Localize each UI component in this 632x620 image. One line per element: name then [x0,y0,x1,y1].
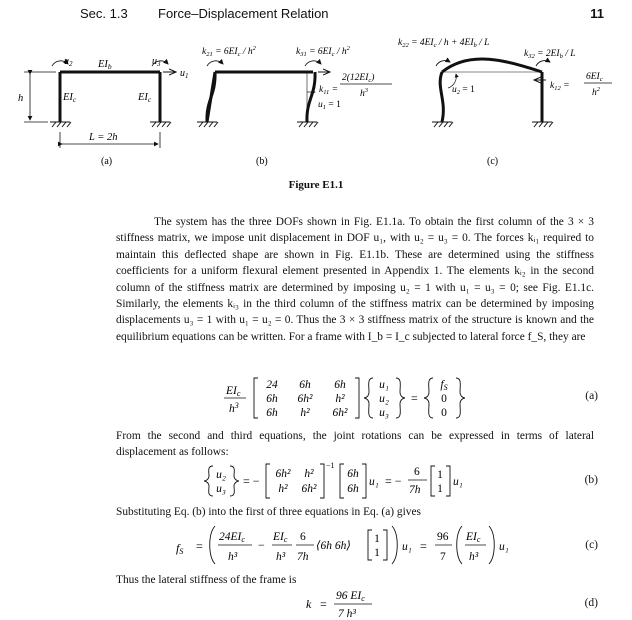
svg-text:=: = [320,597,327,611]
dim-height [24,72,56,122]
svg-text:h²: h² [335,393,345,405]
svg-text:fS: fS [440,379,448,392]
panel-b [197,45,392,167]
svg-text:0: 0 [441,393,447,405]
svg-text:u₁: u₁ [453,476,463,488]
panel-c-label: (c) [487,156,499,167]
svg-text:=: = [411,391,418,405]
svg-text:1: 1 [437,483,443,495]
label-k11: $k_{11}$ = [319,85,339,96]
fixed-support-right [297,122,318,127]
section-number: Sec. 1.3 [80,6,128,21]
svg-text:u₃: u₃ [216,483,226,495]
panel-a [18,56,189,167]
svg-text:h³: h³ [228,551,238,563]
equation-a: EIc $h^3$ 24 6h 6h 6h 6h² h² 6h h² 6h² u₁ u₂ u₃ = fS 0 0 (a) [226,379,598,419]
left-column-curve [207,72,215,122]
svg-text:7h: 7h [297,551,309,563]
running-header [80,6,604,22]
svg-text:1: 1 [437,469,443,481]
svg-text:h3: $h^3$ [229,401,239,415]
svg-text:7: 7 [440,551,446,563]
panel-b-label: (b) [256,156,268,167]
moment-arrow-k31 [305,61,321,66]
svg-text:6h²: 6h² [301,483,317,495]
paragraph-2: From the second and third equations, the joint rotations can be expressed in terms of lateral displacement as follows: [116,430,594,459]
svg-text:EIc: EIc [226,385,241,398]
panel-c [398,38,612,167]
svg-text:−: − [258,538,265,552]
equation-c: fS = 24EIc h³ − EIc h³ 6 7h ⟨6h 6h⟩ 1 1 u₁ = 96 7 EIc h³ u₁ (c) [0,520,632,566]
svg-text:7 h³: 7 h³ [338,608,356,620]
paragraph-1: The system has the three DOFs shown in Fig. E1.1a. To obtain the first column of the 3 × 3 stiffness matrix, we impose unit displacement in DOF u₁, with u₂ = u₃ = 0. The forces kᵢ₁ required to maintain this deflected shape are shown in Fig. E1.1b. These are determined using the stiffness coefficients for a uniform flexural element presented in Appendix 1. The elements kᵢ₂ in the second column of the stiffness matrix are determined by imposing u₂ = 1 with u₁ = u₃ = 0; see Fig. E1.1c. Similarly, the elements kᵢ₃ in the third column of the stiffness matrix can be determined by imposing displacements u₃ = 1 with u₁ = u₂ = 0. Thus the 3 × 3 stiffness matrix of the structure is known and the equilibrium equations can be written. For a frame with I_b = I_c subjected to lateral force f_S, they are [116,216,594,343]
svg-text:6h: 6h [347,468,359,480]
svg-text:96: 96 [437,531,449,543]
svg-text:1: 1 [374,547,380,559]
svg-text:u1: $u_1$ [180,68,189,80]
svg-text:6h: 6h [347,483,359,495]
svg-text:6h²: 6h² [275,468,291,480]
fixed-support-right [150,122,171,127]
svg-text:6: 6 [414,466,420,478]
svg-text:⟨6h 6h⟩: ⟨6h 6h⟩ [316,540,351,552]
svg-text:6h: 6h [299,379,311,391]
label-k11-numerator: $2(12EI_c)$ [342,73,375,84]
label-beam: EIb [98,59,112,71]
left-column-curve [440,72,443,122]
label-k21: $k_{21} = 6EI_c / h^2$ [202,45,256,58]
svg-text:fS: fS [176,541,184,556]
right-column-curve [307,72,315,122]
svg-text:u₂: u₂ [216,469,226,481]
svg-text:u₁: u₁ [402,541,412,553]
svg-text:=: = [196,539,203,553]
label-u2-equals-1: $u_2 = 1$ [452,85,475,96]
svg-text:6h²: 6h² [297,393,313,405]
svg-text:0: 0 [441,407,447,419]
label-height: h [18,93,24,104]
label-k12-numerator: $6EI_c$ [586,72,603,83]
svg-text:24EIc: 24EIc [219,531,245,544]
figure-e1-1 [0,24,632,184]
moment-arrow-k21 [207,61,223,66]
svg-text:EIc: EIc [466,531,481,544]
svg-text:6h: 6h [334,379,346,391]
svg-text:u₂: u₂ [379,393,389,405]
fixed-support-left [50,122,71,127]
label-k31: $k_{31} = 6EI_c / h^2$ [296,45,350,58]
label-k12: $k_{12}$ = [550,81,570,92]
fixed-support-left [432,122,453,127]
svg-text:7h: 7h [409,484,421,496]
label-u1-equals-1: $u_1 = 1$ [318,100,341,111]
svg-text:u₁: u₁ [379,379,389,391]
label-k12-denominator: $h^2$ [592,86,600,98]
page-number: 11 [590,6,604,21]
svg-text:EIc: EIc [273,531,288,544]
fixed-support-left [197,122,218,127]
svg-text:u2: $u_2$ [64,56,73,68]
svg-text:1: 1 [374,533,380,545]
svg-text:−1: −1 [326,461,335,470]
panel-a-label: (a) [101,156,113,167]
paragraph-3: Substituting Eq. (b) into the first of three equations in Eq. (a) gives [116,506,421,518]
svg-text:h³: h³ [276,551,286,563]
svg-text:6h: 6h [266,393,278,405]
svg-text:24: 24 [266,379,278,391]
svg-text:u₃: u₃ [379,407,389,419]
svg-text:h²: h² [304,468,314,480]
label-k11-denominator: $h^3$ [360,87,368,99]
equation-d: k = 96 EIc 7 h³ (d) [306,590,598,620]
svg-text:=: = [420,539,427,553]
label-k32: $k_{32} = 2EI_b / L$ [524,49,576,60]
svg-text:h³: h³ [469,551,479,563]
label-left-column: EIc [63,92,77,104]
svg-text:h²: h² [278,483,288,495]
fixed-support-right [532,122,553,127]
svg-text:h²: h² [300,407,310,419]
moment-arrow-k22 [436,61,450,66]
svg-text:6h²: 6h² [332,407,348,419]
svg-text:u₁: u₁ [369,476,379,488]
label-width: L = 2h [89,132,118,143]
beam-curve [442,59,542,72]
label-k22: $k_{22} = 4EI_c / h + 4EI_b / L$ [398,38,490,49]
label-right-column: EIc [138,92,152,104]
equation-b: u₂ u₃ = − 6h² h² h² 6h² −1 6h 6h u₁ = − 6 7h 1 1 u₁ (b) [0,460,632,506]
svg-text:= −: = − [385,474,402,488]
svg-text:6h: 6h [266,407,278,419]
svg-text:k: k [306,597,312,611]
svg-text:6: 6 [300,531,306,543]
svg-text:= −: = − [243,474,260,488]
svg-text:u3: $u_3$ [152,56,161,68]
figure-caption: Figure E1.1 [288,179,344,191]
svg-text:u₁: u₁ [499,541,509,553]
paragraph-4: Thus the lateral stiffness of the frame is [116,574,297,586]
moment-arrow-k32 [536,61,550,66]
svg-text:96 EIc: 96 EIc [336,590,365,603]
section-title: Force–Displacement Relation [158,6,329,21]
